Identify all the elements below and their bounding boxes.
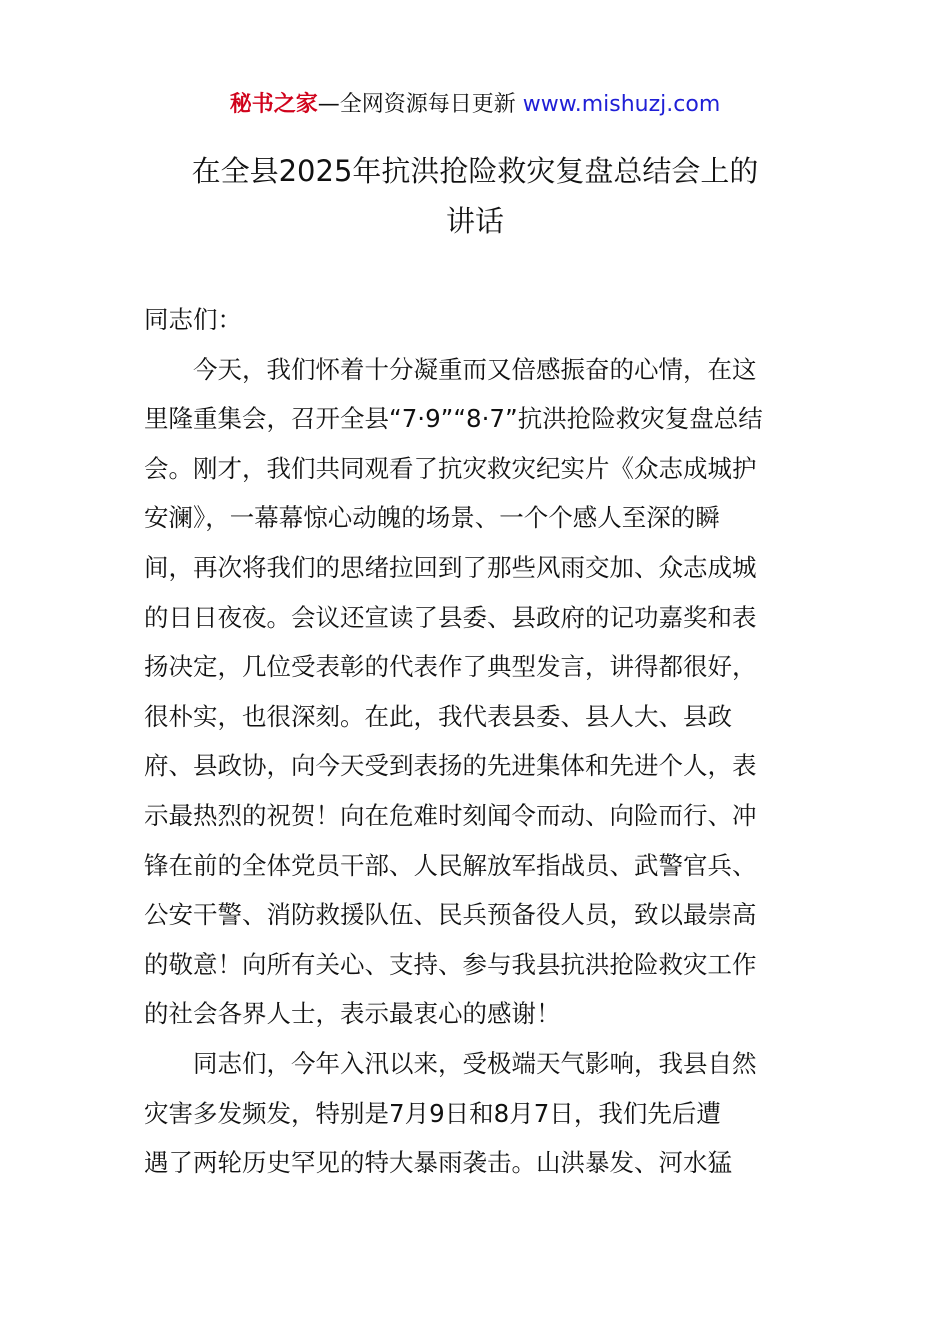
paragraph-line: 间，再次将我们的思绪拉回到了那些风雨交加、众志成城 bbox=[144, 552, 757, 582]
paragraph-line: 安澜》，一幕幕惊心动魄的场景、一个个感人至深的瞬 bbox=[144, 503, 720, 533]
paragraph-line: 府、县政协，向今天受到表扬的先进集体和先进个人，表 bbox=[144, 751, 757, 781]
paragraph-2 bbox=[144, 1039, 808, 1188]
paragraph-line: 会。刚才，我们共同观看了抗灾救灾纪实片《众志成城护 bbox=[144, 453, 757, 483]
title-line-2: 讲话 bbox=[445, 204, 504, 238]
document-body bbox=[144, 295, 808, 1188]
paragraph-line: 今天，我们怀着十分凝重而又倍感振奋的心情，在这 bbox=[193, 354, 757, 384]
paragraph-line: 的社会各界人士，表示最衷心的感谢！ bbox=[144, 999, 561, 1029]
paragraph-1 bbox=[144, 345, 808, 1039]
site-header bbox=[0, 88, 950, 122]
paragraph-line: 公安干警、消防救援队伍、民兵预备役人员，致以最崇高 bbox=[144, 900, 757, 930]
paragraph-line: 很朴实，也很深刻。在此，我代表县委、县人大、县政 bbox=[144, 701, 732, 731]
paragraph-line: 的敬意！向所有关心、支持、参与我县抗洪抢险救灾工作 bbox=[144, 949, 757, 979]
document-title bbox=[120, 146, 830, 246]
header-slogan: —全网资源每日更新 bbox=[317, 92, 516, 117]
paragraph-line: 扬决定，几位受表彰的代表作了典型发言，讲得都很好， bbox=[144, 652, 757, 682]
brand-name: 秘书之家 bbox=[229, 92, 318, 117]
paragraph-line: 的日日夜夜。会议还宣读了县委、县政府的记功嘉奖和表 bbox=[144, 602, 757, 632]
paragraph-line: 遇了两轮历史罕见的特大暴雨袭击。山洪暴发、河水猛 bbox=[144, 1148, 732, 1178]
title-line-1: 在全县2025年抗洪抢险救灾复盘总结会上的 bbox=[191, 154, 759, 188]
paragraph-line: 灾害多发频发，特别是7月9日和8月7日，我们先后遭 bbox=[144, 1098, 721, 1128]
paragraph-line: 里隆重集会，召开全县“7·9”“8·7”抗洪抢险救灾复盘总结 bbox=[144, 404, 763, 434]
paragraph-line: 锋在前的全体党员干部、人民解放军指战员、武警官兵、 bbox=[144, 850, 757, 880]
paragraph-line: 同志们，今年入汛以来，受极端天气影响，我县自然 bbox=[193, 1048, 757, 1078]
site-url[interactable]: www.mishuzj.com bbox=[522, 92, 721, 117]
paragraph-line: 示最热烈的祝贺！向在危难时刻闻令而动、向险而行、冲 bbox=[144, 800, 757, 830]
salutation: 同志们： bbox=[144, 305, 242, 334]
